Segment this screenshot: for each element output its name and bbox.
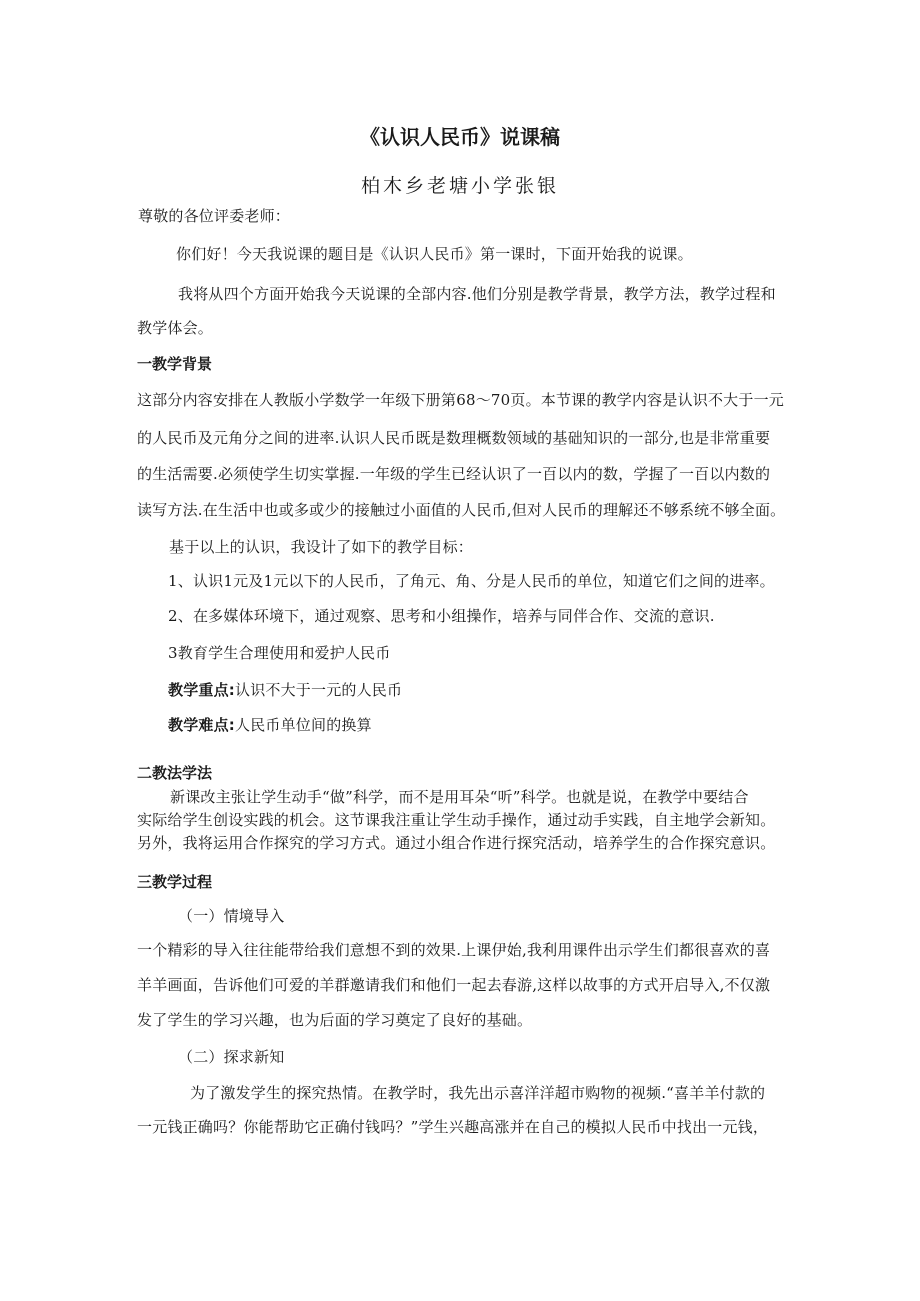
- section-heading-background: 一教学背景: [137, 355, 213, 373]
- goal-item: 1、认识1元及1元以下的人民币，了角元、角、分是人民币的单位，知道它们之间的进率。: [168, 572, 775, 590]
- section-heading-methods: 二教法学法: [137, 764, 213, 782]
- difficulty-text: 人民币单位间的换算: [235, 716, 372, 734]
- paragraph-line: 新课改主张让学生动手“做”科学，而不是用耳朵“听”科学。也就是说，在教学中要结合: [170, 788, 749, 806]
- subsection-heading: （二）探求新知: [178, 1048, 285, 1066]
- paragraph-line: 的人民币及元角分之间的进率.认识人民币既是数理概数领域的基础知识的一部分,也是非常重要: [137, 429, 771, 447]
- key-point: [168, 680, 402, 700]
- paragraph-line: 的生活需要.必须使学生切实掌握.一年级的学生已经认识了一百以内的数，学握了一百以内数的: [137, 465, 771, 483]
- paragraph-line: 发了学生的学习兴趣，也为后面的学习奠定了良好的基础。: [137, 1011, 533, 1029]
- goal-item: 2、在多媒体环境下，通过观察、思考和小组操作，培养与同伴合作、交流的意识.: [168, 607, 715, 625]
- document-title: 《认识人民币》说课稿: [360, 125, 560, 149]
- paragraph-line: 这部分内容安排在人教版小学数学一年级下册第68～70页。本节课的教学内容是认识不大于一元: [137, 391, 784, 409]
- difficulty-label: 教学难点:: [168, 716, 235, 734]
- paragraph-line: 实际给学生创设实践的机会。这节课我注重让学生动手操作，通过动手实践，自主地学会新知。: [137, 811, 776, 829]
- paragraph-line: 一元钱正确吗？你能帮助它正确付钱吗？”学生兴趣高涨并在自己的模拟人民币中找出一元钱，: [137, 1118, 769, 1136]
- goals-intro: 基于以上的认识，我设计了如下的教学目标：: [169, 538, 474, 556]
- intro-line: 我将从四个方面开始我今天说课的全部内容.他们分别是教学背景，教学方法，教学过程和: [178, 285, 776, 303]
- greeting: 尊敬的各位评委老师：: [138, 207, 291, 225]
- paragraph-line: 羊羊画面，告诉他们可爱的羊群邀请我们和他们一起去春游,这样以故事的方式开启导入,不仅激: [137, 976, 771, 994]
- goal-item: 3教育学生合理使用和爱护人民币: [168, 644, 391, 662]
- key-point-text: 认识不大于一元的人民币: [235, 681, 403, 699]
- subsection-heading: （一）情境导入: [178, 907, 285, 925]
- document-author: 柏木乡老塘小学张银: [360, 175, 559, 197]
- paragraph-line: 另外，我将运用合作探究的学习方式。通过小组合作进行探究活动，培养学生的合作探究意识。: [137, 834, 776, 852]
- paragraph-line: 为了激发学生的探究热情。在教学时，我先出示喜洋洋超市购物的视频.“喜羊羊付款的: [190, 1084, 766, 1102]
- paragraph-line: 读写方法.在生活中也或多或少的接触过小面值的人民币,但对人民币的理解还不够系统不够全面。: [137, 501, 786, 519]
- intro-line: 你们好！今天我说课的题目是《认识人民币》第一课时，下面开始我的说课。: [176, 245, 693, 263]
- paragraph-line: 一个精彩的导入往往能带给我们意想不到的效果.上课伊始,我利用课件出示学生们都很喜欢的喜: [137, 941, 771, 959]
- difficulty-point: [168, 715, 372, 735]
- key-point-label: 教学重点:: [168, 681, 235, 699]
- section-heading-process: 三教学过程: [137, 873, 213, 891]
- intro-line: 教学体会。: [137, 319, 214, 337]
